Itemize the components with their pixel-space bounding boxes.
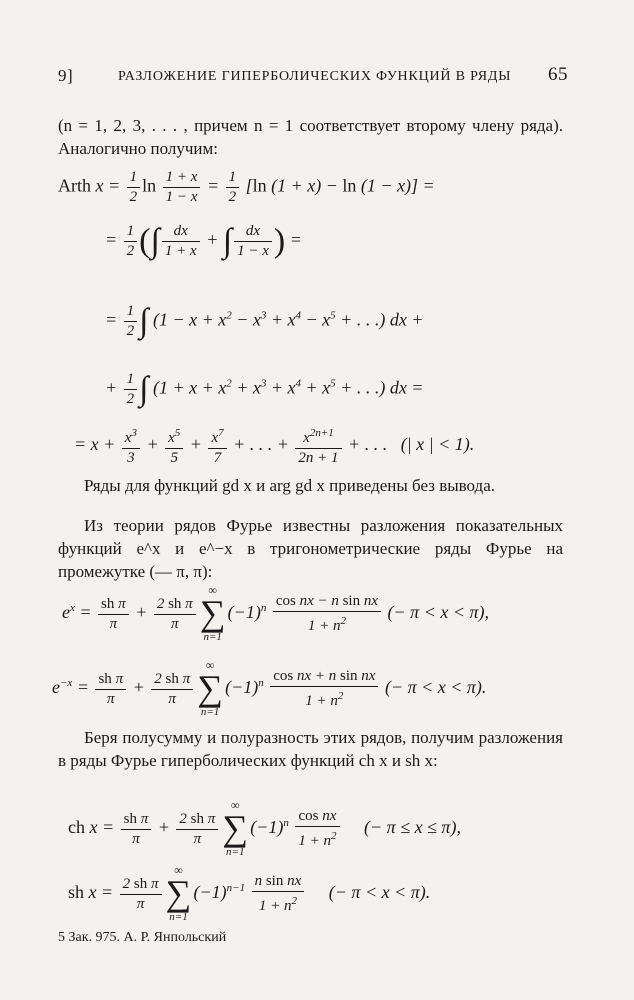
- printer-signature: 5 Зак. 975. А. Р. Янпольский: [58, 930, 227, 945]
- running-title: РАЗЛОЖЕНИЕ ГИПЕРБОЛИЧЕСКИХ ФУНКЦИЙ В РЯДЫ: [118, 69, 512, 84]
- equation-sh: sh x = $\frac{\text{2 sh π}}{\pi}$ ∞ ∑ n=1 $(-1)^{n-1}$ $\frac{\text{n sin nx}}{1 + n^2}$ (− π < x < π).: [68, 863, 431, 923]
- paragraph-intro: (n = 1, 2, 3, . . . , причем n = 1 соответствует второму члену ряда). Аналогично получим:: [58, 116, 563, 158]
- equation-arth-2: = $\frac{1}{2}$ (∫ $\frac{dx}{1 + x}$ + ∫ $\frac{dx}{1 - x}$ ) =: [105, 222, 302, 260]
- equation-arth-3: = $\frac{1}{2}$ ∫ ($1 - x + x^2 - x^3 + x^4 - x^5$ + . . .) dx +: [105, 302, 424, 340]
- paragraph-gd: Ряды для функций gd x и arg gd x приведены без вывода.: [84, 476, 496, 495]
- paragraph-hyperbolic: Беря полусумму и полуразность этих рядов, получим разложения в ряды Фурье гиперболических функций ch x и sh x:: [58, 728, 563, 770]
- section-number: 9]: [58, 66, 74, 85]
- equation-arth-1: Arth x = $\frac{1}{2}$ ln $\frac{1 + x}{1 - x}$ = $\frac{1}{2}$ [ln (1 + x) − ln (1 − x)] =: [58, 169, 435, 205]
- page-number: 65: [548, 64, 568, 85]
- equation-ch: ch x = $\frac{\text{sh π}}{\pi}$ + $\frac{\text{2 sh π}}{\pi}$ ∞ ∑ n=1 $(-1)^n$ $\frac{\text{cos nx}}{1 + n^2}$ (− π ≤ x ≤ π),: [68, 798, 461, 858]
- equation-arth-5: = x + $\frac{x^3}{3}$ + $\frac{x^5}{5}$ + $\frac{x^7}{7}$ + . . . + $\frac{x^{2n+1}}{2n + 1}$ + . . . (| x | < 1).: [74, 424, 474, 468]
- equation-exp-neg: $e^{-x}$ = $\frac{\text{sh π}}{\pi}$ + $\frac{\text{2 sh π}}{\pi}$ ∞ ∑ n=1 $(-1)^n$ $\frac{\text{cos nx + n sin nx}}{1 + n^2}$ (− π < x < π).: [52, 658, 487, 718]
- equation-exp-pos: $e^x$ = $\frac{\text{sh π}}{\pi}$ + $\frac{\text{2 sh π}}{\pi}$ ∞ ∑ n=1 $(-1)^n$ $\frac{\text{cos nx − n sin nx}}{1 + n^2}$ (− π < x < π),: [62, 583, 489, 643]
- paragraph-fourier: Из теории рядов Фурье известны разложения показательных функций e^x и e^−x в тригонометрические ряды Фурье на промежутке (— π, π):: [58, 516, 563, 581]
- equation-arth-4: + $\frac{1}{2}$ ∫ ($1 + x + x^2 + x^3 + x^4 + x^5$ + . . .) dx =: [105, 370, 424, 408]
